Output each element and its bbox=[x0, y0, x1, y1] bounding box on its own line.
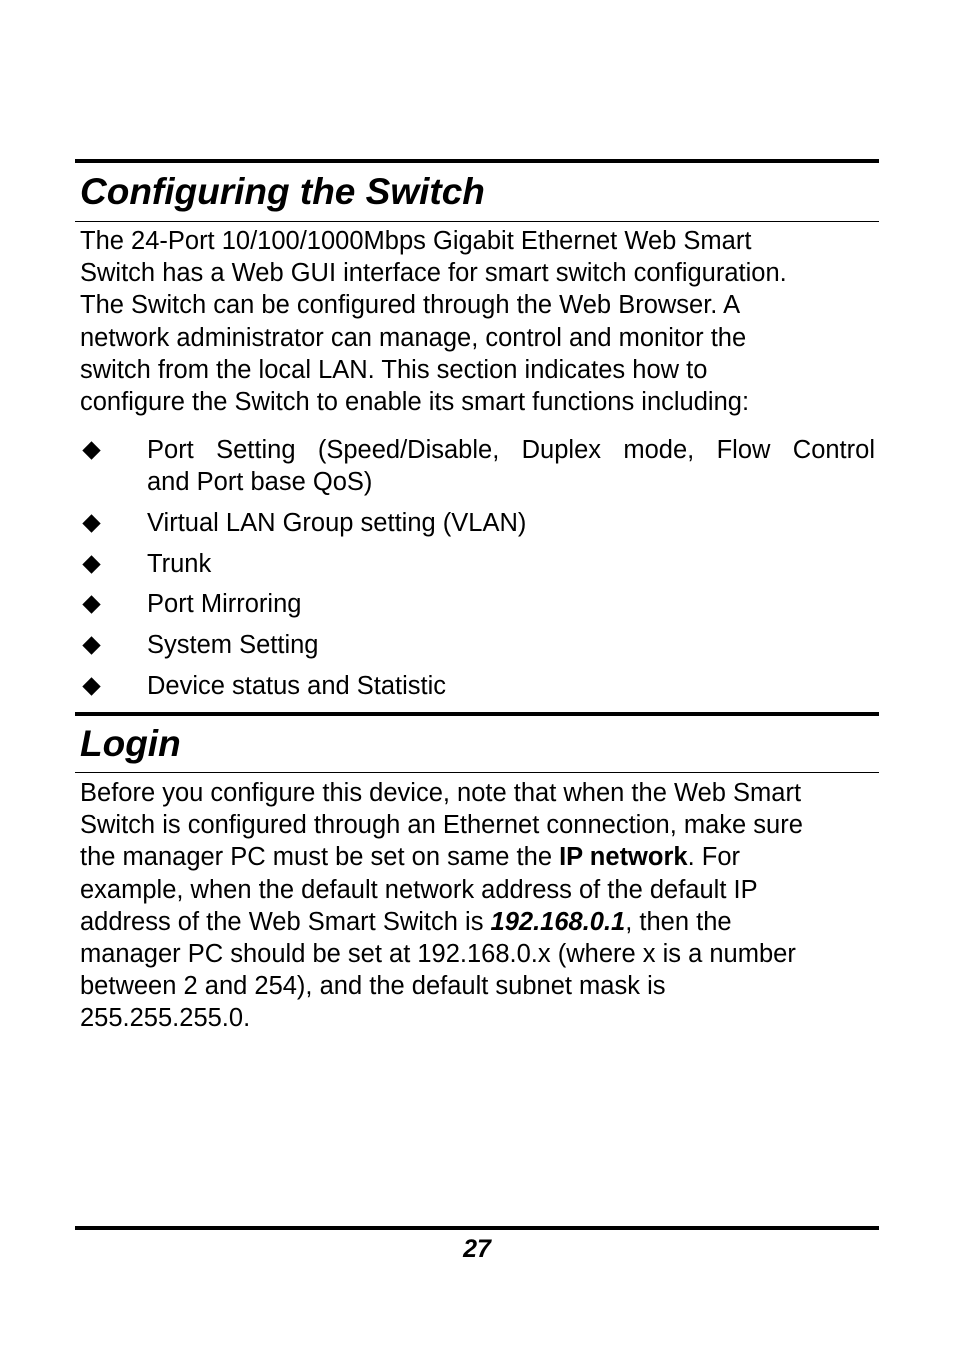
section-heading-underline bbox=[75, 221, 879, 222]
bullet-text: and Port base QoS) bbox=[147, 468, 373, 497]
bullet-text: Trunk bbox=[147, 549, 212, 578]
bullet-text: Port Mirroring bbox=[147, 590, 302, 619]
text-run: the manager PC must be set on same the bbox=[80, 843, 560, 872]
paragraph-line: network administrator can manage, control and monitor the bbox=[80, 323, 747, 352]
paragraph-line: The 24-Port 10/100/1000Mbps Gigabit Ethernet Web Smart bbox=[80, 227, 752, 255]
bullet-text: Device status and Statistic bbox=[147, 671, 447, 700]
diamond-bullet-icon bbox=[82, 596, 100, 614]
diamond-bullet-icon bbox=[82, 636, 100, 654]
feature-bullet-list bbox=[80, 434, 880, 710]
diamond-bullet-icon bbox=[82, 555, 100, 573]
paragraph-line: The Switch can be configured through the Web Browser. A bbox=[80, 291, 741, 320]
section-heading-underline bbox=[75, 772, 879, 773]
ip-network-term: IP network bbox=[559, 843, 688, 872]
bullet-text: System Setting bbox=[147, 631, 319, 660]
default-ip-address: 192.168.0.1 bbox=[490, 907, 626, 936]
page-number: 27 bbox=[463, 1235, 491, 1263]
paragraph-line: switch from the local LAN. This section indicates how to bbox=[80, 355, 708, 384]
list-item bbox=[80, 548, 880, 580]
paragraph-line: example, when the default network address of the default IP bbox=[80, 875, 758, 904]
login-paragraph bbox=[80, 777, 880, 1035]
paragraph-line: Switch is configured through an Ethernet connection, make sure bbox=[80, 811, 803, 840]
list-item bbox=[80, 588, 880, 620]
footer-rule bbox=[75, 1226, 879, 1230]
bullet-text: Virtual LAN Group setting (VLAN) bbox=[147, 508, 527, 537]
paragraph-line: Switch has a Web GUI interface for smart switch configuration. bbox=[80, 259, 787, 288]
list-item bbox=[80, 507, 880, 539]
paragraph-line bbox=[80, 841, 880, 873]
configuring-intro-paragraph bbox=[80, 225, 880, 418]
text-run: address of the Web Smart Switch is bbox=[80, 907, 491, 936]
paragraph-line: Before you configure this device, note that when the Web Smart bbox=[80, 779, 802, 807]
text-run: , then the bbox=[625, 907, 732, 936]
list-item bbox=[80, 670, 880, 702]
list-item bbox=[80, 629, 880, 661]
paragraph-line bbox=[80, 906, 880, 938]
list-item bbox=[80, 434, 880, 498]
paragraph-line: configure the Switch to enable its smart functions including: bbox=[80, 388, 750, 417]
paragraph-line: 255.255.255.0. bbox=[80, 1004, 251, 1033]
text-run: . For bbox=[687, 843, 740, 872]
paragraph-line: manager PC should be set at 192.168.0.x (where x is a number bbox=[80, 940, 796, 969]
diamond-bullet-icon bbox=[82, 441, 100, 459]
section-top-rule bbox=[75, 159, 879, 163]
bullet-text: Port Setting (Speed/Disable, Duplex mode, Flow Control bbox=[147, 436, 875, 464]
paragraph-line: between 2 and 254), and the default subnet mask is bbox=[80, 972, 666, 1001]
section-heading-login: Login bbox=[80, 723, 181, 764]
section-heading-configuring: Configuring the Switch bbox=[80, 171, 485, 212]
section-top-rule bbox=[75, 712, 879, 716]
diamond-bullet-icon bbox=[82, 514, 100, 532]
diamond-bullet-icon bbox=[82, 677, 100, 695]
